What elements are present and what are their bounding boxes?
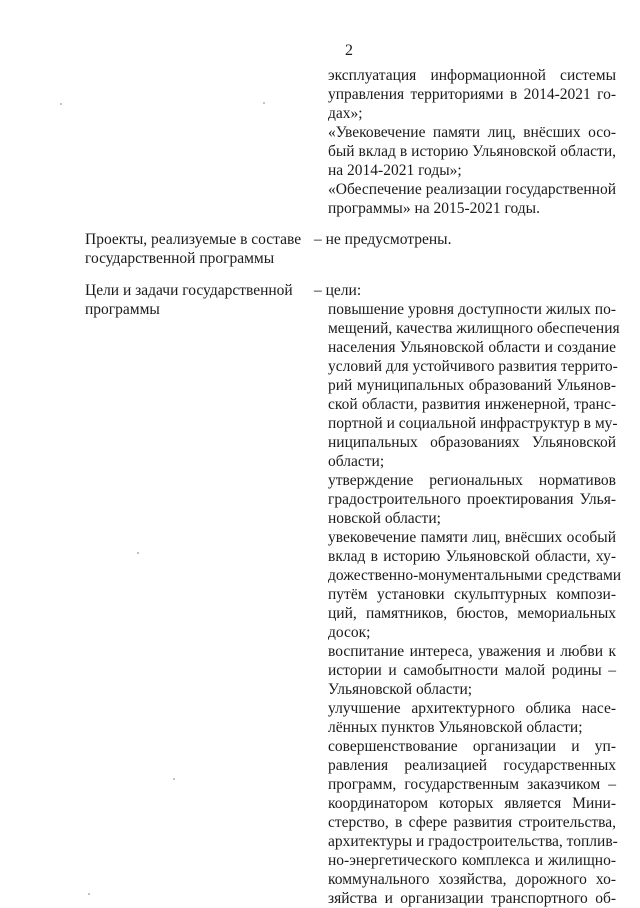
goals-line: координатором которых является Мини- [328,795,616,812]
goals-line: градостроительного проектирования Улья- [328,491,616,508]
block1-line: эксплуатация информационной системы [328,67,616,84]
goals-line: области; [328,453,385,470]
goals-line: истории и самобытности малой родины – [328,662,616,679]
block1-line: дах»; [328,105,363,122]
goals-line: вклад в историю Ульяновской области, ху- [328,548,616,565]
goals-line: равления реализацией государственных [328,757,616,774]
block1-line: «Увековечение памяти лиц, внёсших осо- [328,124,616,141]
goals-line: ниципальных образованиях Ульяновской [328,434,616,451]
goals-line: увековечение памяти лиц, внёсших особый [328,529,616,546]
goals-line: архитектуры и градостроительства, топлив- [328,833,618,850]
projects-value: – не предусмотрены. [314,231,452,248]
scan-speck [88,893,90,895]
goals-label-line: Цели и задачи государственной [85,282,293,299]
goals-line: ской области, развития инженерной, транс- [328,396,616,413]
goals-line: дожественно-монументальными средствами [328,567,622,584]
block1-line: управления территориями в 2014-2021 го- [328,86,616,103]
goals-line: условий для устойчивого развития террито- [328,358,618,375]
goals-label-line: программы [85,301,160,318]
goals-line: утверждение региональных нормативов [328,472,616,489]
goals-line: лённых пунктов Ульяновской области; [328,719,583,736]
goals-line: мещений, качества жилищного обеспечения [328,320,620,337]
goals-first-line: – цели: [314,282,362,299]
scan-speck [60,103,62,105]
goals-line: улучшение архитектурного облика насе- [328,700,616,717]
goals-line: путём установки скульптурных компози- [328,586,616,603]
goals-line: повышение уровня доступности жилых по- [328,301,616,318]
goals-line: воспитание интереса, уважения и любви к [328,643,616,660]
goals-line: новской области; [328,510,441,527]
page-number: 2 [345,42,353,59]
goals-line: стерство, в сфере развития строительства, [328,814,616,831]
goals-line: программ, государственным заказчиком – [328,776,616,793]
scan-speck [137,552,139,554]
goals-line: Ульяновской области; [328,681,473,698]
goals-line: зяйства и организации транспортного об- [328,890,616,907]
goals-line: коммунального хозяйства, дорожного хо- [328,871,616,888]
goals-line: населения Ульяновской области и создание [328,339,616,356]
block1-line: «Обеспечение реализации государственной [328,181,616,198]
projects-label-line: государственной программы [85,250,275,267]
projects-label-line: Проекты, реализуемые в составе [85,231,302,248]
scan-speck [263,102,265,104]
goals-line: совершенствование организации и уп- [328,738,616,755]
goals-line: ций, памятников, бюстов, мемориальных [328,605,616,622]
block1-line: бый вклад в историю Ульяновской области, [328,143,616,160]
scan-speck [173,778,175,780]
goals-line: досок; [328,624,371,641]
goals-line: но-энергетического комплекса и жилищно- [328,852,616,869]
goals-line: рий муниципальных образований Ульянов- [328,377,616,394]
goals-line: портной и социальной инфраструктур в му- [328,415,618,432]
block1-line: на 2014-2021 годы»; [328,162,462,179]
block1-line: программы» на 2015-2021 годы. [328,200,540,217]
